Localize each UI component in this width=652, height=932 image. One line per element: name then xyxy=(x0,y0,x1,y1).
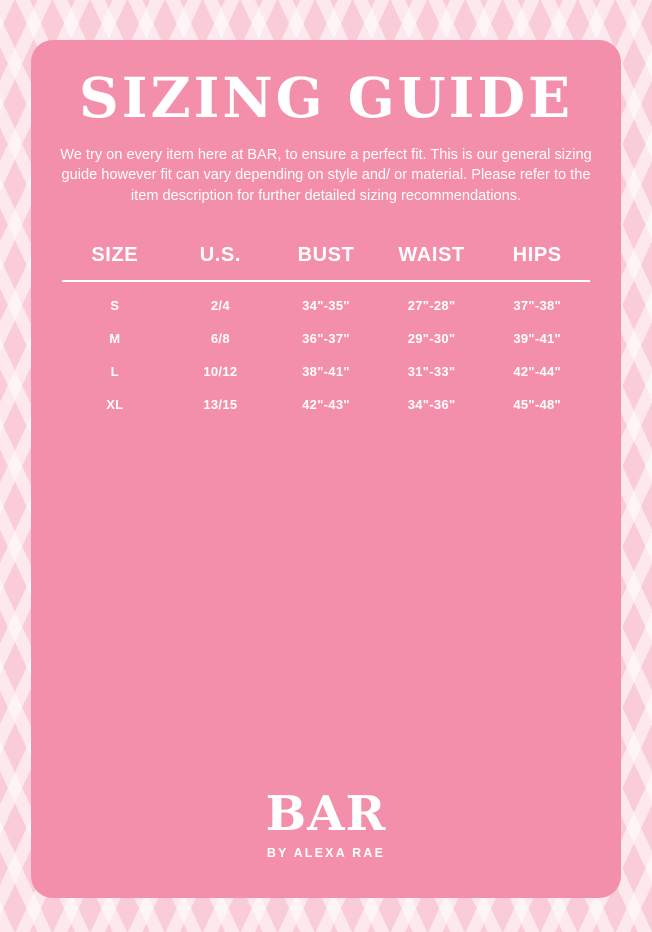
table-header-row xyxy=(62,243,590,281)
cell-us: 2/4 xyxy=(210,297,230,313)
table-row xyxy=(62,322,590,355)
page-title: SIZING GUIDE xyxy=(79,65,573,130)
cell-us: 6/8 xyxy=(210,330,230,346)
sizing-guide-card xyxy=(31,40,621,898)
table-row xyxy=(62,355,590,388)
brand-logo xyxy=(31,786,621,860)
column-header-hips: HIPS xyxy=(484,243,590,281)
sizing-table-wrap xyxy=(62,243,590,421)
logo-wordmark: BAR xyxy=(265,786,387,842)
cell-size: M xyxy=(109,330,121,346)
cell-hips: 45"-48" xyxy=(513,396,562,412)
cell-bust: 34"-35" xyxy=(302,297,350,313)
cell-waist: 34"-36" xyxy=(407,396,456,412)
logo-subtitle: BY ALEXA RAE xyxy=(266,846,386,860)
cell-us: 13/15 xyxy=(203,396,238,412)
cell-size: XL xyxy=(106,396,124,412)
cell-hips: 37"-38" xyxy=(513,297,562,313)
cell-hips: 39"-41" xyxy=(513,330,562,346)
cell-waist: 27"-28" xyxy=(407,297,456,313)
cell-hips: 42"-44" xyxy=(513,363,562,379)
cell-size: L xyxy=(110,363,119,379)
column-header-us: U.S. xyxy=(168,243,274,281)
table-row xyxy=(62,281,590,322)
cell-bust: 42"-43" xyxy=(302,396,350,412)
cell-size: S xyxy=(110,297,120,313)
sizing-table xyxy=(62,243,590,421)
column-header-size: SIZE xyxy=(62,243,168,281)
table-row xyxy=(62,388,590,421)
column-header-bust: BUST xyxy=(273,243,379,281)
intro-paragraph: We try on every item here at BAR, to ensure a perfect fit. This is our general sizing guide however fit can vary depending on style and/ or material. Please refer to the item description for further detailed sizing recommendations. xyxy=(60,146,592,204)
cell-bust: 38"-41" xyxy=(302,363,350,379)
cell-bust: 36"-37" xyxy=(302,330,350,346)
cell-us: 10/12 xyxy=(203,363,238,379)
cell-waist: 29"-30" xyxy=(407,330,456,346)
sizing-table-head xyxy=(62,243,590,281)
column-header-waist: WAIST xyxy=(379,243,485,281)
sizing-table-body xyxy=(62,281,590,421)
cell-waist: 31"-33" xyxy=(407,363,456,379)
